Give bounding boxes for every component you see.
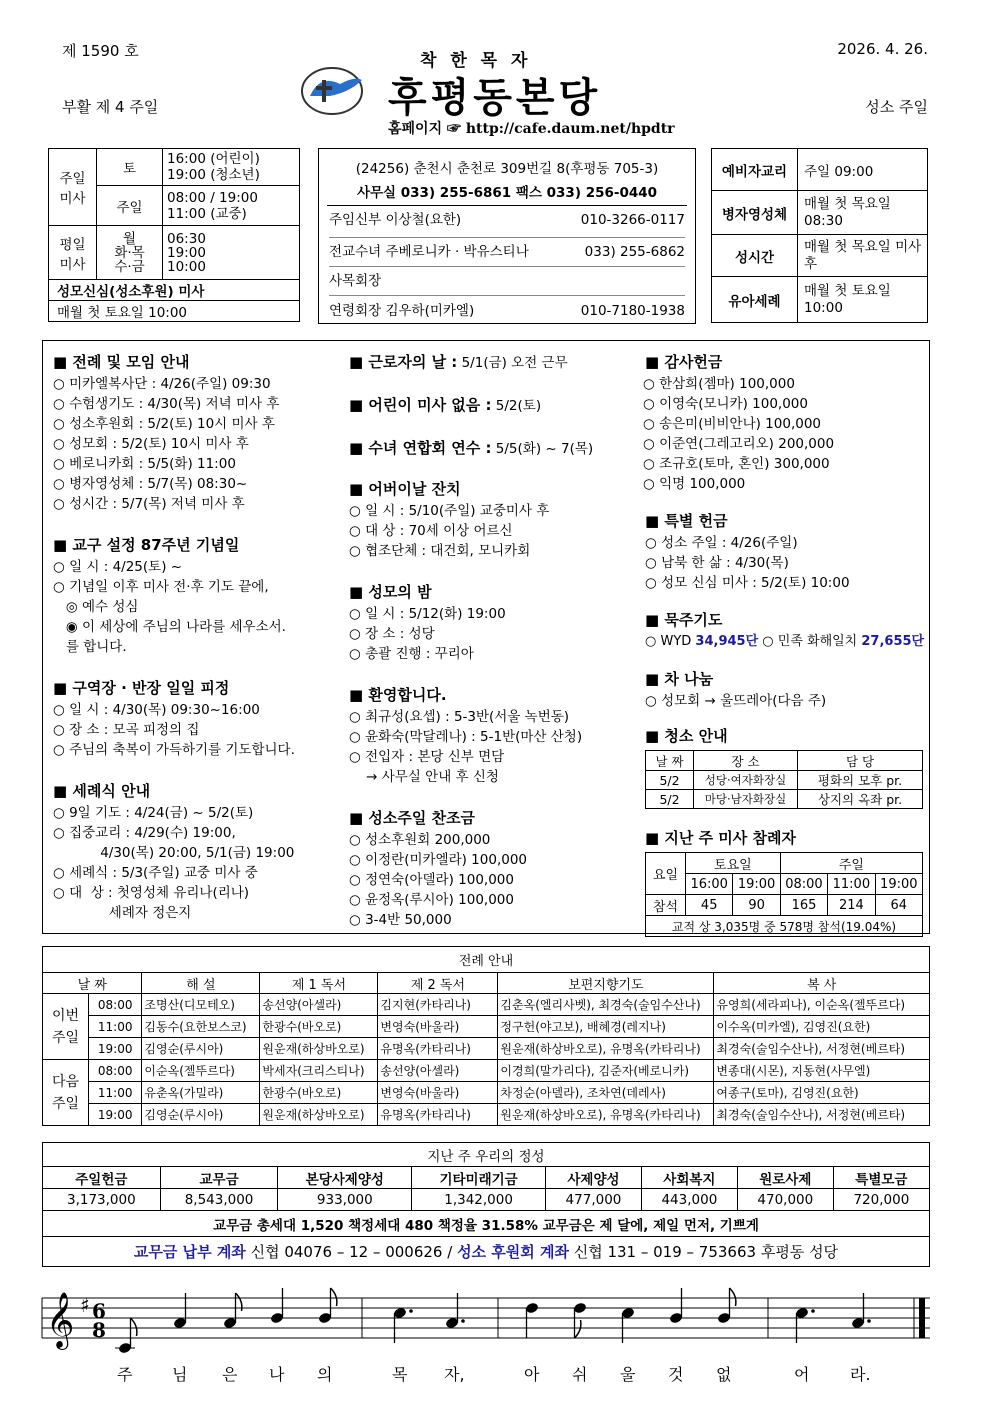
table-cell: 여종구(토마), 김영진(요한) [714, 1082, 930, 1104]
list-item: ○ 세례식 : 5/3(주일) 교중 미사 중 [53, 865, 258, 881]
marian-mass-time: 매월 첫 토요일 10:00 [49, 301, 300, 322]
news-column-2 [349, 351, 639, 930]
note-dot [461, 1319, 465, 1323]
offering-header: 기타미래기금 [412, 1167, 546, 1189]
news-box [42, 340, 930, 934]
sharp-icon: ♯ [80, 1293, 90, 1317]
offering-value: 443,000 [641, 1189, 737, 1211]
table-cell: 변종대(시몬), 지동현(사무엘) [714, 1060, 930, 1082]
list-item: ◎ 예수 성심 [53, 599, 139, 615]
note-dot [811, 1309, 815, 1313]
table-cell: 이순옥(젤뚜르다) [142, 1060, 260, 1082]
table-cell: 19:00 [89, 1104, 142, 1126]
offering-header: 특별모금 [833, 1167, 929, 1189]
staff-list [329, 209, 685, 325]
news-column-3 [645, 351, 925, 937]
section-title: ■ 차 나눔 [645, 670, 714, 688]
list-item: ○ 3-4반 50,000 [349, 912, 452, 928]
list-item: 4/30(목) 20:00, 5/1(금) 19:00 [53, 845, 295, 861]
section-title: ■ 교구 설정 87주년 기념일 [53, 536, 240, 554]
list-item: ○ 대 상 : 첫영성체 유리나(리나) [53, 885, 250, 901]
list-item: ○ 주님의 축복이 가득하기를 기도합니다. [53, 742, 295, 758]
music-staff [40, 1278, 932, 1388]
table-cell: 원운재(하상바오로) [260, 1038, 378, 1060]
staff-row: 연령회장 김우하(미카엘) 010-7180-1938 [329, 303, 685, 319]
table-cell: 원운재(하상바오로) [260, 1104, 378, 1126]
parish-logo [300, 66, 370, 116]
liturgy-title: 전례 안내 [43, 947, 930, 973]
table-cell: 유춘옥(가밀라) [142, 1082, 260, 1104]
weekday-times: 06:30 19:00 10:00 [163, 226, 300, 280]
table-cell: 19:00 [89, 1038, 142, 1060]
table-cell: 11:00 [89, 1082, 142, 1104]
table-cell: 유명옥(카타리나) [378, 1104, 498, 1126]
table-cell: 원운재(하상바오로), 유명옥(카타리나) [498, 1104, 714, 1126]
list-item: ○ 윤화숙(막달레나) : 5-1반(마산 산청) [349, 729, 583, 745]
table-row [43, 994, 930, 1016]
table-cell: 한광수(바오로) [260, 1016, 378, 1038]
sunday-mass-label: 주일 미사 [49, 149, 97, 226]
table-cell: 이수옥(미카엘), 김영진(요한) [714, 1016, 930, 1038]
list-item: ○ 최규성(요셉) : 5-3반(서울 녹번동) [349, 709, 570, 725]
staff-row: 주임신부 이상철(요한) 010-3266-0117 [329, 209, 685, 238]
list-item: ○ 성시간 : 5/7(목) 저녁 미사 후 [53, 496, 245, 512]
list-item: ○ 성모 신심 미사 : 5/2(토) 10:00 [645, 575, 850, 591]
section-title: ■ 어린이 미사 없음 : 5/2(토) [349, 396, 542, 414]
list-item: ○ 이준연(그레고리오) 200,000 [643, 436, 835, 452]
list-item: ○ 기념일 이후 미사 전·후 기도 끝에, [53, 579, 269, 595]
list-item: ○ 장 소 : 모곡 피정의 집 [53, 722, 200, 738]
offering-header: 주일헌금 [43, 1167, 161, 1189]
offering-summary: 교무금 총세대 1,520 책정세대 480 책정율 31.58% 교무금은 제 달에, 제일 먼저, 기쁘게 [43, 1211, 930, 1237]
parish-title: 후평동본당 [388, 74, 602, 121]
sat-times: 16:00 (어린이) 19:00 (청소년) [163, 149, 300, 186]
parish-address: (24256) 춘천시 춘천로 309번길 8(후평동 705-3) [355, 161, 659, 177]
list-item: ○ 일 시 : 5/12(화) 19:00 [349, 606, 506, 622]
table-cell: 유명옥(카타리나) [378, 1038, 498, 1060]
lyric-syllable: 은 [222, 1365, 238, 1384]
time-signature-top: 6 [92, 1299, 106, 1323]
treble-clef-icon: 𝄞 [46, 1292, 75, 1348]
section-title: ■ 어버이날 잔치 [349, 480, 461, 498]
list-item: ○ 장 소 : 성당 [349, 626, 435, 642]
offering-header: 원로사제 [737, 1167, 833, 1189]
note-dot [409, 1309, 413, 1313]
list-item: ○ 협조단체 : 대건회, 모니카회 [349, 543, 531, 559]
weekday-days: 월 화·목 수·금 [97, 226, 163, 280]
lyric-syllable: 어 [794, 1365, 810, 1384]
lyric-syllable: 님 [172, 1365, 188, 1384]
section-title: ■ 세례식 안내 [53, 782, 151, 800]
table-cell: 변영숙(바울라) [378, 1016, 498, 1038]
list-item: ○ 성소후원회 200,000 [349, 832, 491, 848]
table-cell: 원운재(하상바오로), 유명옥(카타리나) [498, 1038, 714, 1060]
offering-section [42, 1142, 930, 1267]
lyric-syllable: 주 [117, 1365, 133, 1384]
list-item: 를 합니다. [53, 639, 127, 655]
table-cell: 한광수(바오로) [260, 1082, 378, 1104]
list-item: ○ 병자영성체 : 5/7(목) 08:30~ [53, 476, 248, 492]
offering-value: 8,543,000 [160, 1189, 278, 1211]
list-item: ○ 송은미(비비안나) 100,000 [643, 416, 822, 432]
list-item: ○ 성소후원회 : 5/2(토) 10시 미사 후 [53, 416, 275, 432]
list-item: ○ 집중교리 : 4/29(수) 19:00, [53, 825, 236, 841]
cleaning-table: 날 짜 장 소 담 당 5/2 성당·여자화장실 평화의 모후 pr. 5/2 마당·남자화장실 상지의 옥좌 pr. [645, 750, 923, 809]
table-row [43, 1038, 930, 1060]
note-dot [867, 1319, 871, 1323]
offering-value: 933,000 [278, 1189, 412, 1211]
list-item: ○ 이영숙(모니카) 100,000 [643, 396, 808, 412]
liturgical-season: 부활 제 4 주일 [62, 98, 159, 116]
office-phone: 사무실 033) 255-6861 팩스 033) 256-0440 [356, 185, 658, 201]
offering-table [42, 1142, 930, 1267]
week-label: 다음 주일 [43, 1060, 89, 1126]
table-cell: 김동수(요한보스코) [142, 1016, 260, 1038]
attendance-table: 요일 토요일 주일 16:00 19:00 08:00 11:00 19:00 참석 45 90 165 214 64 교적 상 3,035명 중 578명 참석(19.04%) [645, 852, 923, 937]
lyric-syllable: 의 [317, 1365, 333, 1384]
table-cell: 김지현(카타리나) [378, 994, 498, 1016]
list-item: ○ 전입자 : 본당 신부 면담 [349, 749, 505, 765]
list-item: ○ 성모회 : 5/2(토) 10시 미사 후 [53, 436, 249, 452]
list-item: ○ 남북 한 삶 : 4/30(목) [645, 555, 789, 571]
list-item: ○ 일 시 : 4/25(토) ~ [53, 559, 183, 575]
table-cell: 최경숙(술임수산나), 서정현(베르타) [714, 1104, 930, 1126]
note-flag [730, 1288, 736, 1306]
list-item: ○ 조규호(토마, 혼인) 300,000 [643, 456, 830, 472]
week-label: 이번 주일 [43, 994, 89, 1060]
table-cell: 박세자(크리스티나) [260, 1060, 378, 1082]
section-title: ■ 성소주일 찬조금 [349, 809, 476, 827]
lyric-syllable: 자, [444, 1365, 465, 1384]
section-title: ■ 성모의 밤 [349, 583, 432, 601]
liturgy-table: 전례 안내 날 짜 해 설 제 1 독서 제 2 독서 보편지향기도 복 사 이번 주일 08:00 조명산(디모테오) 송선양(아셀라) 김지현(카타리나) 김춘옥(엘리사벳), 최경숙(술임수산나) 유영희(세라피나), 이순옥(젤뚜르다) 11:00 김동수(요한보스코) 한광수(바오로) 변영숙(바울라) 정구헌(야고보), 배혜경(레지나) 이수옥(미카엘), 김영진(요한) 19:00 김영순(루시아) 원운재(하상바오로) 유명옥(카타리나) 원운재(하상바오로), 유명옥(카타리나) 최경숙(술임수산나), 서정현(베르타) 다음 주일 08:00 이순옥(젤뚜르다) 박세자(크리스티나) 송선양(아셀라) 이경희(말가리다), 김준자(베로니카) 변종대(시몬), 지동현(사무엘) 11:00 유춘옥(가밀라) 한광수(바오로) 변영숙(바울라) 차정순(아델라), 조차연(데레사) 여종구(토마), 김영진(요한) 19:00 김영순(루시아) 원운재(하상바오로) 유명옥(카타리나) 원운재(하상바오로), 유명옥(카타리나) 최경숙(술임수산나), 서정현(베르타) [42, 946, 930, 1126]
table-cell: 11:00 [89, 1016, 142, 1038]
offering-header: 교무금 [160, 1167, 278, 1189]
news-column-1 [53, 351, 343, 923]
list-item: ○ 베로니카회 : 5/5(화) 11:00 [53, 456, 236, 472]
bank-accounts: 교무금 납부 계좌 신협 04076 – 12 – 000626 / 성소 후원회 계좌 신협 131 – 019 – 753663 후평동 성당 [43, 1237, 930, 1267]
section-title: ■ 지난 주 미사 참례자 [645, 829, 796, 847]
sun-label: 주일 [97, 186, 163, 226]
lyric-syllable: 아 [524, 1365, 540, 1384]
homepage-label: 홈페이지 ☞ [388, 121, 461, 137]
list-item: ○ 정연숙(아델라) 100,000 [349, 872, 514, 888]
list-item: ○ 일 시 : 5/10(주일) 교중미사 후 [349, 503, 550, 519]
weekday-mass-label: 평일 미사 [49, 226, 97, 280]
lyric-syllable: 목 [392, 1365, 408, 1384]
list-item: ○ 일 시 : 4/30(목) 09:30~16:00 [53, 702, 260, 718]
list-item: ○ 한삼희(젬마) 100,000 [643, 376, 795, 392]
offering-value: 720,000 [833, 1189, 929, 1211]
table-row [43, 1060, 930, 1082]
offering-title: 지난 주 우리의 정성 [43, 1143, 930, 1167]
bulletin-date: 2026. 4. 26. [837, 40, 928, 58]
section-title: ■ 청소 안내 [645, 727, 728, 745]
sat-label: 토 [97, 149, 163, 186]
table-row [43, 1016, 930, 1038]
sacraments-box: 예비자교리 주일 09:00 병자영성체 매월 첫 목요일 08:30 성시간 매월 첫 목요일 미사 후 유아세례 매월 첫 토요일 10:00 [711, 148, 928, 323]
table-cell: 조명산(디모테오) [142, 994, 260, 1016]
list-item: ○ 성소 주일 : 4/26(주일) [645, 535, 798, 551]
table-cell: 유영희(세라피나), 이순옥(젤뚜르다) [714, 994, 930, 1016]
section-title: ■ 구역장 · 반장 일일 피정 [53, 679, 230, 697]
lyric-syllable: 울 [620, 1365, 636, 1384]
lyric-syllable: 것 [668, 1365, 684, 1384]
table-cell: 이경희(말가리다), 김준자(베로니카) [498, 1060, 714, 1082]
offering-header: 본당사제양성 [278, 1167, 412, 1189]
liturgy-section [42, 946, 930, 1126]
mass-times-box [48, 148, 300, 322]
table-cell: 김영순(루시아) [142, 1038, 260, 1060]
table-cell: 송선양(아셀라) [260, 994, 378, 1016]
list-item: ◉ 이 세상에 주님의 나라를 세우소서. [53, 619, 286, 635]
lyric-syllable: 라. [850, 1365, 871, 1384]
offering-value: 3,173,000 [43, 1189, 161, 1211]
note-flag [575, 1320, 581, 1338]
section-title: ■ 감사헌금 [645, 353, 723, 371]
offering-header: 사회복지 [641, 1167, 737, 1189]
list-item: ○ 총괄 진행 : 꾸리아 [349, 646, 474, 662]
list-item: ○ 수험생기도 : 4/30(목) 저녁 미사 후 [53, 396, 280, 412]
list-item: ○ 이정란(미카엘라) 100,000 [349, 852, 528, 868]
list-item: 세례자 정은지 [53, 905, 192, 921]
time-signature-bottom: 8 [92, 1318, 106, 1342]
lyric-syllable: 나 [269, 1365, 285, 1384]
table-row [43, 1082, 930, 1104]
lyric-syllable: 쉬 [572, 1365, 588, 1384]
table-row [43, 1104, 930, 1126]
list-item: ○ 대 상 : 70세 이상 어르신 [349, 523, 513, 539]
table-cell: 송선양(아셀라) [378, 1060, 498, 1082]
marian-mass-title: 성모신심(성소후원) 미사 [49, 280, 300, 301]
section-title: ■ 수녀 연합회 연수 : 5/5(화) ~ 7(목) [349, 439, 594, 457]
lyric-syllable: 없 [716, 1365, 732, 1384]
note-flag [131, 1318, 137, 1336]
table-cell: 최경숙(술임수산나), 서정현(베르타) [714, 1038, 930, 1060]
section-title: ■ 전례 및 모임 안내 [53, 353, 190, 371]
list-item: ○ 성모회 → 울뜨레아(다음 주) [645, 693, 827, 709]
table-cell: 차정순(아델라), 조차연(데레사) [498, 1082, 714, 1104]
list-item: ○ 윤정옥(루시아) 100,000 [349, 892, 514, 908]
table-cell: 김춘옥(엘리사벳), 최경숙(술임수산나) [498, 994, 714, 1016]
staff-row: 사목회장 [329, 267, 685, 296]
list-item: ○ 익명 100,000 [643, 476, 746, 492]
offering-value: 470,000 [737, 1189, 833, 1211]
list-item: ○ 미카엘복사단 : 4/26(주일) 09:30 [53, 376, 271, 392]
table-cell: 변영숙(바울라) [378, 1082, 498, 1104]
motto: 착 한 목 자 [420, 51, 532, 71]
offering-value: 1,342,000 [412, 1189, 546, 1211]
homepage-link[interactable]: http://cafe.daum.net/hpdtr [465, 121, 675, 137]
section-title: ■ 환영합니다. [349, 686, 447, 704]
sun-times: 08:00 / 19:00 11:00 (교중) [163, 186, 300, 226]
sunday-name: 성소 주일 [865, 98, 928, 116]
rosary-count: ○ WYD 34,945단 ○ 민족 화해일치 27,655단 [645, 634, 925, 649]
section-title: ■ 묵주기도 [645, 611, 723, 629]
offering-header: 사제양성 [546, 1167, 642, 1189]
note-flag [331, 1288, 337, 1306]
table-cell: 정구헌(야고보), 배혜경(레지나) [498, 1016, 714, 1038]
list-item: ○ 9일 기도 : 4/24(금) ~ 5/2(토) [53, 805, 254, 821]
contact-box [318, 148, 696, 324]
table-cell: 08:00 [89, 994, 142, 1016]
table-cell: 김영순(루시아) [142, 1104, 260, 1126]
table-cell: 08:00 [89, 1060, 142, 1082]
list-item: → 사무실 안내 후 신청 [349, 769, 499, 785]
homepage [388, 118, 675, 138]
offering-value: 477,000 [546, 1189, 642, 1211]
section-title: ■ 특별 헌금 [645, 512, 728, 530]
hymn-score [40, 1278, 932, 1388]
issue-number: 제 1590 호 [62, 42, 139, 60]
section-title: ■ 근로자의 날 : 5/1(금) 오전 근무 [349, 353, 568, 371]
staff-row: 전교수녀 주베로니카 · 박유스티나 033) 255-6862 [329, 238, 685, 267]
